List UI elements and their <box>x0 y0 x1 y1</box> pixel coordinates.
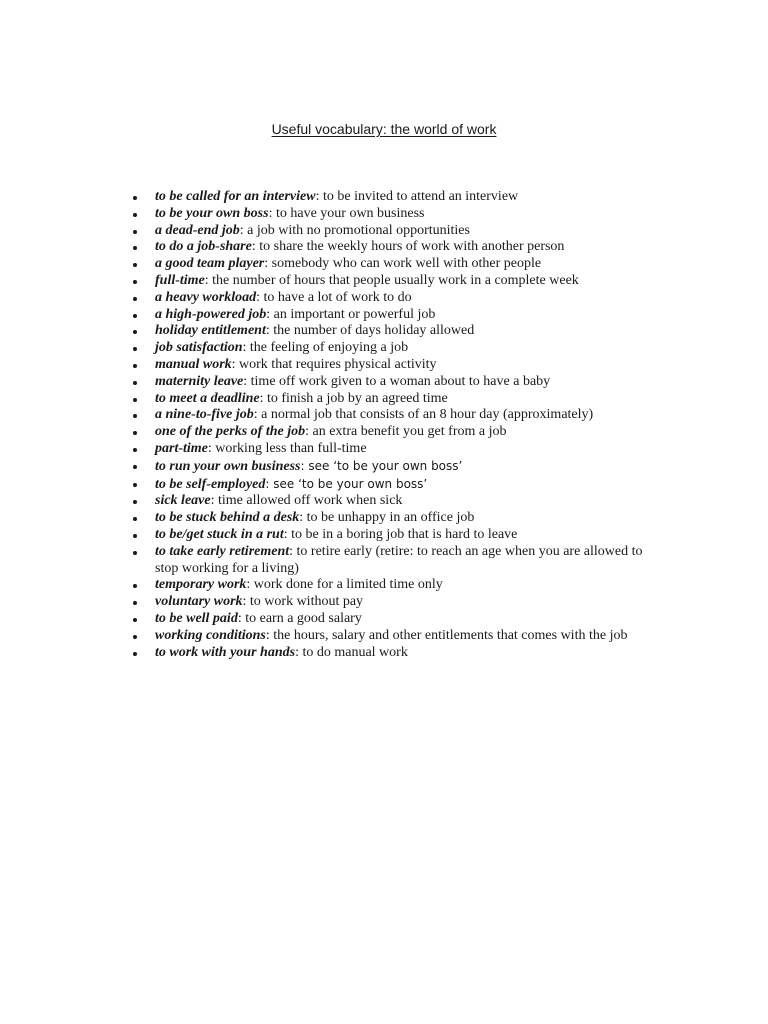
vocab-definition: : somebody who can work well with other people <box>264 256 542 272</box>
vocab-definition: : working less than full-time <box>207 440 367 456</box>
vocab-term: part-time <box>155 440 208 456</box>
document-title-text: Useful vocabulary: the world of work <box>271 121 497 137</box>
vocab-entry <box>155 307 665 324</box>
vocab-definition: : work done for a limited time only <box>246 577 443 593</box>
vocab-definition: : to work without pay <box>242 594 364 610</box>
vocab-entry <box>155 441 665 458</box>
vocab-term: holiday entitlement <box>155 323 266 339</box>
vocab-term: to meet a deadline <box>155 390 260 406</box>
vocab-entry <box>155 374 665 391</box>
vocab-definition: : to retire early (retire: to reach an age when you are allowed to stop working for a living) <box>155 543 643 576</box>
vocab-definition: : to be in a boring job that is hard to leave <box>283 526 518 542</box>
vocab-definition: : to have a lot of work to do <box>256 289 412 305</box>
vocab-entry <box>155 577 665 594</box>
vocab-entry <box>155 407 665 424</box>
vocab-term: sick leave <box>155 493 211 509</box>
vocab-term: a good team player <box>155 256 265 272</box>
vocab-entry <box>155 493 665 510</box>
vocab-term: to be called for an interview <box>155 189 316 204</box>
vocab-term: working conditions <box>155 627 266 643</box>
vocab-entry <box>155 645 665 662</box>
vocab-definition: : see ‘to be your own boss’ <box>265 476 428 491</box>
vocab-definition: : the number of days holiday allowed <box>265 323 475 339</box>
document-title <box>0 121 768 137</box>
vocab-term: to do a job-share <box>155 239 252 255</box>
vocab-definition: : to be unhappy in an office job <box>299 510 475 526</box>
vocab-entry <box>155 256 665 273</box>
vocab-definition: : the hours, salary and other entitlements that comes with the job <box>265 627 628 643</box>
vocab-definition: : to share the weekly hours of work with another person <box>251 239 565 255</box>
vocab-definition: : to earn a good salary <box>237 610 362 626</box>
vocab-term: to be your own boss <box>155 205 269 221</box>
vocab-entry <box>155 611 665 628</box>
vocab-term: manual work <box>155 356 232 372</box>
vocab-entry <box>155 340 665 357</box>
vocab-entry <box>155 273 665 290</box>
vocab-entry <box>155 544 665 578</box>
vocab-definition: : a normal job that consists of an 8 hour day (approximately) <box>253 407 594 423</box>
vocab-entry <box>155 594 665 611</box>
vocab-term: to work with your hands <box>155 644 296 660</box>
vocab-entry <box>155 290 665 307</box>
vocab-entry <box>155 189 665 206</box>
vocab-term: one of the perks of the job <box>155 424 306 440</box>
vocab-definition: : to do manual work <box>295 644 408 660</box>
vocabulary-list <box>155 189 665 661</box>
vocab-entry <box>155 357 665 374</box>
vocab-term: a high-powered job <box>155 306 267 322</box>
vocab-entry <box>155 239 665 256</box>
vocab-entry <box>155 206 665 223</box>
vocab-definition: : an important or powerful job <box>266 306 436 322</box>
vocab-term: a dead-end job <box>155 222 240 238</box>
vocab-term: voluntary work <box>155 594 243 610</box>
vocab-definition: : see ‘to be your own boss’ <box>300 458 463 473</box>
vocab-entry <box>155 527 665 544</box>
vocab-term: to take early retirement <box>155 543 290 559</box>
vocab-term: to be stuck behind a desk <box>155 510 300 526</box>
vocab-definition: : time allowed off work when sick <box>210 493 403 509</box>
vocab-definition: : the feeling of enjoying a job <box>242 340 409 356</box>
vocab-term: to be well paid <box>155 610 238 626</box>
vocab-definition: : to be invited to attend an interview <box>315 189 519 204</box>
vocab-definition: : a job with no promotional opportunities <box>239 222 470 238</box>
vocab-entry <box>155 323 665 340</box>
vocab-entry <box>155 628 665 645</box>
vocab-definition: : the number of hours that people usually work in a complete week <box>204 272 579 288</box>
vocab-term: maternity leave <box>155 373 244 389</box>
vocab-entry <box>155 458 665 476</box>
vocab-term: full-time <box>155 272 205 288</box>
vocab-definition: : to have your own business <box>268 205 425 221</box>
vocab-term: to be self-employed <box>155 476 266 492</box>
vocab-term: temporary work <box>155 577 247 593</box>
vocab-term: to run your own business <box>155 458 301 474</box>
vocab-entry <box>155 391 665 408</box>
vocab-entry <box>155 476 665 494</box>
vocab-term: a heavy workload <box>155 289 257 305</box>
vocab-term: job satisfaction <box>155 340 243 356</box>
vocab-entry <box>155 510 665 527</box>
vocab-definition: : time off work given to a woman about to have a baby <box>243 373 551 389</box>
vocab-entry <box>155 223 665 240</box>
vocab-definition: : an extra benefit you get from a job <box>305 424 507 440</box>
vocab-definition: : work that requires physical activity <box>231 356 437 372</box>
vocab-entry <box>155 424 665 441</box>
vocab-term: to be/get stuck in a rut <box>155 526 284 542</box>
vocab-term: a nine-to-five job <box>155 407 254 423</box>
vocab-definition: : to finish a job by an agreed time <box>259 390 448 406</box>
